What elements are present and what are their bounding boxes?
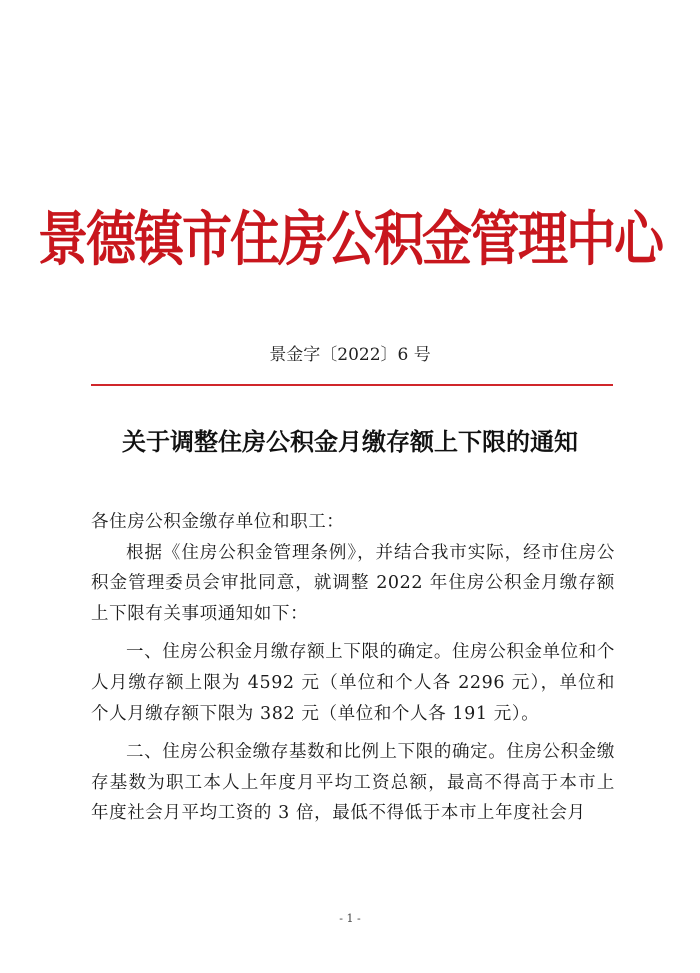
paragraph-item-two: 二、住房公积金缴存基数和比例上下限的确定。住房公积金缴存基数为职工本人上年度月平均工资总额，最高不得高于本市上年度社会月平均工资的 3 倍，最低不得低于本市上年度社会月: [91, 742, 615, 824]
page-number: - 1 -: [339, 912, 361, 925]
paragraph-basis: 根据《住房公积金管理条例》，并结合我市实际，经市住房公积金管理委员会审批同意，就调整 2022 年住房公积金月缴存额上下限有关事项通知如下：: [91, 542, 615, 624]
document-number: 景金字〔2022〕6 号: [269, 345, 431, 365]
red-divider-line: [91, 384, 613, 386]
paragraph-item-one: 一、住房公积金月缴存额上下限的确定。住房公积金单位和个人月缴存额上限为 4592 元（单位和个人各 2296 元），单位和个人月缴存额下限为 382 元（单位和个人各 191 元）。: [91, 642, 615, 724]
document-body: [91, 507, 615, 829]
organization-header: 景德镇市住房公积金管理中心: [38, 204, 662, 274]
document-title: 关于调整住房公积金月缴存额上下限的通知: [122, 428, 578, 456]
salutation: 各住房公积金缴存单位和职工：: [91, 512, 345, 532]
